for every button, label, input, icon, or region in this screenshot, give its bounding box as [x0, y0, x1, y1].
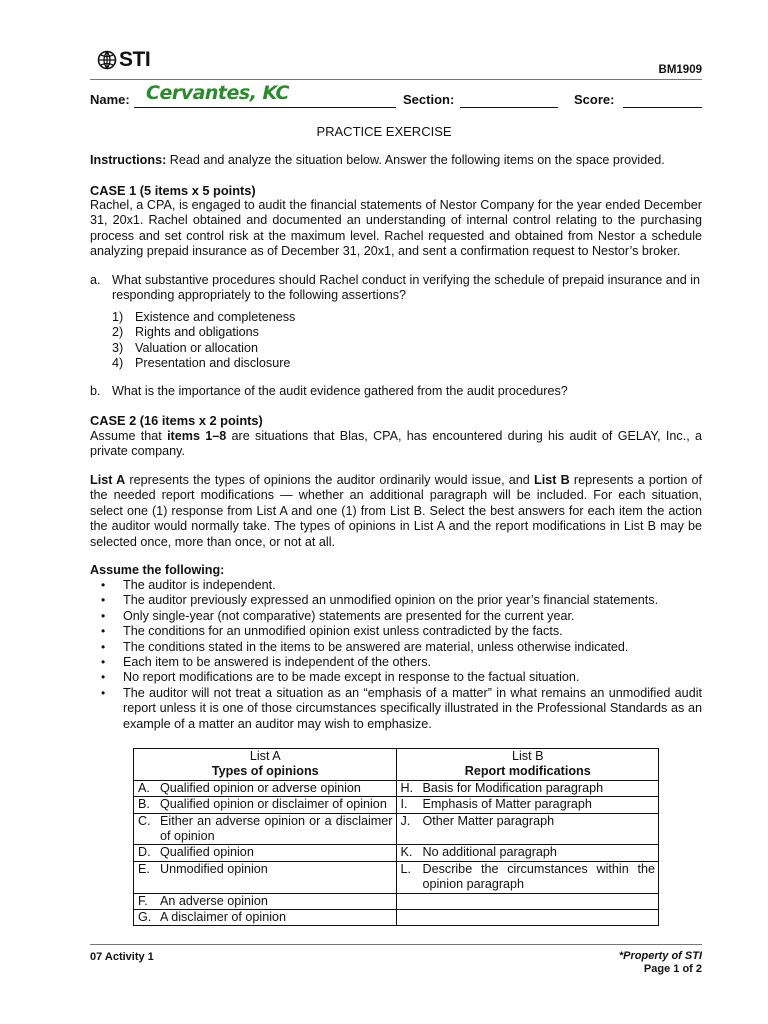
list-item: 1) Existence and completeness: [112, 310, 296, 324]
question-a-text: What substantive procedures should Rachel conduct in verifying the schedule of prepaid insurance and in responding appropriately to the following assertions?: [112, 273, 701, 303]
name-field-line[interactable]: [134, 107, 396, 108]
list-item: • The auditor will not treat a situation as an “emphasis of a matter” in what remains an unmodified audit report unless it is one of those circumstances specifically illustrated in the Professional Standards as an example of a matter an auditor may wish to emphasize.: [90, 686, 702, 732]
table-header-row: [134, 749, 659, 781]
list-item: • Each item to be answered is independent of the others.: [90, 655, 702, 670]
header-divider: [90, 79, 702, 80]
table-row: G. A disclaimer of opinion: [134, 910, 659, 926]
question-b-text: What is the importance of the audit evidence gathered from the audit procedures?: [112, 384, 568, 398]
footer-activity: 07 Activity 1: [90, 951, 154, 963]
list-b-header: List B Report modifications: [396, 749, 659, 781]
list-item: • Only single-year (not comparative) statements are presented for the current year.: [90, 609, 702, 624]
lists-table: [133, 748, 659, 926]
property-notice: *Property of STI: [618, 950, 702, 962]
list-item: 3) Valuation or allocation: [112, 340, 258, 355]
score-field-line[interactable]: [623, 107, 702, 108]
items-range: items 1–8: [167, 429, 227, 443]
case1-heading: CASE 1 (5 items x 5 points): [90, 183, 256, 198]
logo-text: STI: [119, 48, 151, 72]
sti-globe-icon: [97, 50, 117, 70]
list-item: • The auditor is independent.: [90, 578, 702, 593]
table-row: D. Qualified opinion K. No additional paragraph: [134, 845, 659, 861]
assertions-list: [112, 310, 295, 372]
instructions-label: Instructions:: [90, 153, 167, 167]
list-item: • The auditor previously expressed an unmodified opinion on the prior year’s financial statements.: [90, 593, 702, 608]
table-row: A. Qualified opinion or adverse opinion H. Basis for Modification paragraph: [134, 780, 659, 796]
case1-body: Rachel, a CPA, is engaged to audit the financial statements of Nestor Company for the year ended December 31, 20x1. Rachel obtained and documented an understanding of internal control relating to the purchasing process and set control risk at the maximum level. Rachel requested and obtained from Nestor a schedule analyzing prepaid insurance as of December 31, 20x1, and sent a confirmation request to Nestor’s broker.: [90, 198, 702, 259]
assume-heading: Assume the following:: [90, 563, 225, 577]
page-title: PRACTICE EXERCISE: [316, 124, 452, 139]
list-item: • The conditions for an unmodified opinion exist unless contradicted by the facts.: [90, 624, 702, 639]
case1-question-b: [90, 384, 702, 399]
instructions: [90, 153, 702, 168]
section-field-line[interactable]: [460, 107, 558, 108]
page-number: Page 1 of 2: [643, 963, 702, 975]
table-row: E. Unmodified opinion L. Describe the circumstances within the opinion paragraph: [134, 861, 659, 893]
list-item: 2) Rights and obligations: [112, 325, 259, 340]
case2-heading: CASE 2 (16 items x 2 points): [90, 413, 263, 428]
handwritten-name: Cervantes, KC: [146, 82, 289, 104]
document-code: BM1909: [658, 64, 702, 76]
name-label: Name:: [90, 92, 130, 107]
question-b-marker: b.: [90, 384, 101, 398]
question-a-marker: a.: [90, 273, 101, 287]
score-label: Score:: [574, 92, 615, 107]
case2-lists-description: List A represents the types of opinions the auditor ordinarily would issue, and List B represents a portion of the needed report modifications — whether an additional paragraph will be included. For each situation, select one (1) response from List A and one (1) from List B. Select the best answers for each item the action the auditor would normally take. The types of opinions in List A and the report modifications in List B may be selected once, more than once, or not at all.: [90, 473, 703, 549]
footer-right: [619, 950, 702, 976]
case2-intro: Assume that items 1–8 are situations that Blas, CPA, has encountered during his audit of GELAY, Inc., a private company.: [90, 429, 703, 459]
list-item: • The conditions stated in the items to be answered are material, unless otherwise indicated.: [90, 640, 702, 655]
footer-divider: [90, 944, 702, 945]
case1-question-a: [90, 273, 702, 304]
list-item: 4) Presentation and disclosure: [112, 356, 291, 371]
table-row: F. An adverse opinion: [134, 893, 659, 909]
sti-logo: [97, 50, 150, 70]
list-a-header: List A Types of opinions: [134, 749, 397, 781]
table-row: C. Either an adverse opinion or a disclaimer of opinion J. Other Matter paragraph: [134, 813, 659, 845]
list-item: • No report modifications are to be made except in response to the factual situation.: [90, 670, 702, 685]
section-label: Section:: [403, 92, 455, 107]
assumptions-list: [90, 578, 702, 732]
name-section-score-row: [90, 82, 702, 112]
table-row: B. Qualified opinion or disclaimer of opinion I. Emphasis of Matter paragraph: [134, 797, 659, 813]
instructions-text: Read and analyze the situation below. Answer the following items on the space provided.: [169, 153, 665, 167]
